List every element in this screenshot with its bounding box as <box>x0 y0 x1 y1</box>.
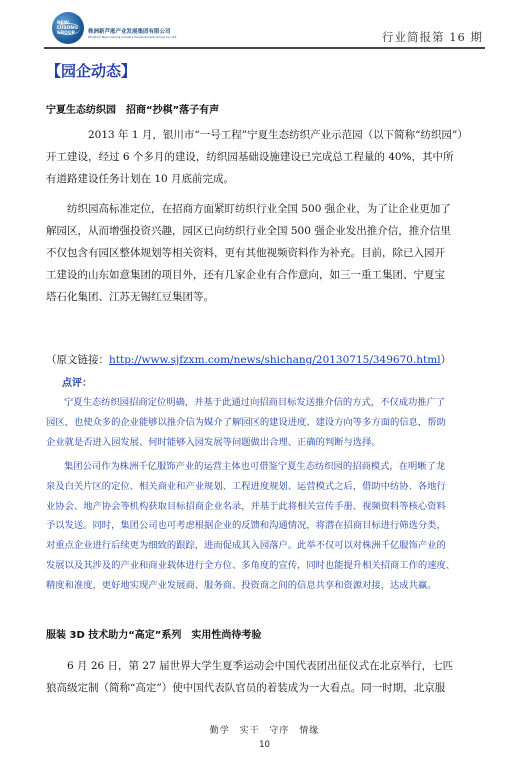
text-line: 业协会、地产协会等机构获取目标招商企业名录，并基于此将相关宣传手册、视频资料等核心资料 <box>46 500 446 512</box>
article1-paragraph-2 <box>46 198 486 308</box>
globe-logo-icon <box>52 12 84 44</box>
text-line: 纺织园高标准定位，在招商方面紧盯纺织行业全国 500 强企业，为了让企业更加了 <box>67 203 451 215</box>
text-line: 发展以及其涉及的产业和商业载体进行全方位、多角度的宣传，同时也能提升相关招商工作的速度、 <box>46 559 456 571</box>
article2-title: 服装 3D 技术助力“高定”系列 实用性尚待考验 <box>46 630 262 641</box>
text-line: 企业就是否进入园发展、何时能够入园发展等问题做出合理、正确的判断与选择。 <box>46 436 381 448</box>
text-line: 园区，也使众多的企业能够以推介信为媒介了解园区的建设进度、建设方向等多方面的信息，帮助 <box>46 416 446 428</box>
text-line: 不仅包含有园区整体规划等相关资料，更有其他视频资料作为补充。目前，除已入园开 <box>46 247 445 259</box>
text-line: 狼高级定制（简称“高定”）使中国代表队官员的着装成为一大看点。同一时期，北京服 <box>46 682 446 694</box>
comment-paragraph-1 <box>46 393 486 452</box>
newsletter-issue-title: 行业简报第 16 期 <box>382 30 483 44</box>
page-footer <box>0 723 529 750</box>
header-divider <box>44 47 485 49</box>
text-line: 开工建设，经过 6 个多月的建设，纺织园基础设施建设已完成总工程量的 40%，其中所 <box>46 151 454 163</box>
logo-globe-text: NEW LUSONG GROUP <box>57 21 78 36</box>
source-suffix: ） <box>440 354 452 366</box>
text-line: 有道路建设任务计划在 10 月底前完成。 <box>46 173 235 185</box>
source-prefix: （原文链接： <box>46 354 109 366</box>
text-line: 塔石化集团、江苏无锡红豆集团等。 <box>46 291 214 303</box>
text-line: 6 月 26 日，第 27 届世界大学生夏季运动会中国代表团出征仪式在北京举行，七匹 <box>67 660 454 672</box>
text-line: 予以发送。同时，集团公司也可考虑根据企业的反馈和沟通情况，将潜在招商目标进行筛选分类， <box>46 520 446 532</box>
article1-title: 宁夏生态纺织园 招商“抄棋”落子有声 <box>46 105 220 116</box>
text-line: 解园区，从而增强投资兴趣，园区已向纺织行业全国 500 强企业发出推介信，推介信里 <box>46 225 451 237</box>
text-line: 2013 年 1 月，银川市“一号工程”宁夏生态纺织产业示范园（以下简称“纺织园”） <box>88 129 468 141</box>
text-line: 精度和准度，更好地实现产业发展商、服务商、投资商之间的信息共享和资源对接，达成共赢。 <box>46 579 437 591</box>
logo-company-name-cn: 株洲新芦淞产业发展集团有限公司 <box>88 29 171 35</box>
text-line: 宁夏生态纺织园招商定位明确，并基于此通过向招商目标发送推介信的方式，不仅成功推广了 <box>64 397 446 408</box>
logo-company-name-en: Zhuzhou New Lusong Industry Development Group Co.,Ltd. <box>88 35 178 39</box>
text-line: 集团公司作为株洲千亿服饰产业的运营主体也可借鉴宁夏生态纺织园的招商模式，在明晰了龙 <box>64 461 446 472</box>
page-number: 10 <box>259 740 270 750</box>
article1-paragraph-1 <box>46 124 486 190</box>
source-link-line <box>46 352 451 367</box>
source-url-link[interactable]: http://www.sjfzxm.com/news/shichang/20130715/349670.html <box>109 354 441 366</box>
footer-motto: 勤学 实干 守序 情缘 <box>209 726 320 736</box>
comment-paragraph-2 <box>46 457 486 596</box>
page-header <box>0 0 529 52</box>
company-logo <box>52 12 178 44</box>
text-line: 工建设的山东如意集团的项目外，还有几家企业有合作意向，如三一重工集团、宁夏宝 <box>46 269 445 281</box>
section-title: 【园企动态】 <box>46 62 137 80</box>
comment-label: 点评： <box>62 378 92 389</box>
text-line: 对重点企业进行后续更为细致的跟踪，进而促成其入园落户。此举不仅可以对株洲千亿服饰产业的 <box>46 540 446 552</box>
text-line: 泉及白关片区的定位、相关商业和产业规划、工程进度规划、运营模式之后，借助中纺协、各地行 <box>46 480 446 492</box>
article2-paragraph-1 <box>46 655 486 699</box>
